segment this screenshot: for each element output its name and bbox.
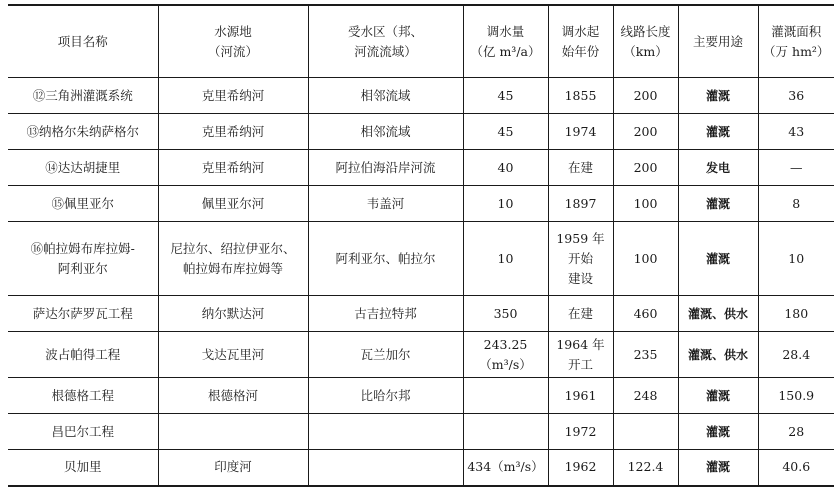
header-text: 调水量 — [486, 23, 525, 39]
cell-route-length: 100 — [613, 222, 678, 296]
cell-route-length: 200 — [613, 114, 678, 150]
cell-irrigation-area: 180 — [758, 296, 834, 332]
cell-receiving-area: 韦盖河 — [308, 186, 463, 222]
cell-irrigation-area: 150.9 — [758, 378, 834, 414]
table-row — [8, 414, 834, 450]
cell-water-source: 印度河 — [158, 450, 308, 486]
table-row — [8, 332, 834, 378]
cell-transfer-volume: 243.25 （m³/s） — [463, 332, 548, 378]
cell-receiving-area: 比哈尔邦 — [308, 378, 463, 414]
cell-water-source — [158, 414, 308, 450]
cell-transfer-volume — [463, 414, 548, 450]
cell-project-name: ⑫三角洲灌溉系统 — [8, 78, 158, 114]
cell-irrigation-area: 28 — [758, 414, 834, 450]
cell-transfer-volume: 45 — [463, 114, 548, 150]
cell-receiving-area: 相邻流域 — [308, 114, 463, 150]
cell-route-length: 460 — [613, 296, 678, 332]
header-receiving-area — [308, 5, 463, 78]
cell-main-use: 灌溉 — [678, 222, 758, 296]
cell-irrigation-area: 28.4 — [758, 332, 834, 378]
cell-water-source: 克里希纳河 — [158, 114, 308, 150]
header-text: 灌溉面积 — [771, 23, 822, 39]
cell-main-use: 灌溉、供水 — [678, 332, 758, 378]
header-text: 河流流域） — [354, 43, 417, 59]
cell-transfer-volume: 350 — [463, 296, 548, 332]
cell-irrigation-area: 43 — [758, 114, 834, 150]
header-text: 受水区（邦、 — [347, 23, 423, 39]
cell-irrigation-area: 8 — [758, 186, 834, 222]
header-text: 水源地 — [214, 23, 252, 39]
cell-transfer-volume: 45 — [463, 78, 548, 114]
header-text: 项目名称 — [57, 33, 108, 49]
cell-project-name: ⑭达达胡捷里 — [8, 150, 158, 186]
cell-main-use: 灌溉 — [678, 186, 758, 222]
table-row — [8, 222, 834, 296]
cell-start-year: 1961 — [548, 378, 613, 414]
header-irrigation-area — [758, 5, 834, 78]
header-transfer-volume — [463, 5, 548, 78]
cell-receiving-area — [308, 414, 463, 450]
cell-main-use: 灌溉 — [678, 378, 758, 414]
cell-main-use: 灌溉 — [678, 450, 758, 486]
cell-water-source: 纳尔默达河 — [158, 296, 308, 332]
cell-start-year: 1959 年 开始 建设 — [548, 222, 613, 296]
cell-project-name: 根德格工程 — [8, 378, 158, 414]
cell-start-year: 1972 — [548, 414, 613, 450]
cell-project-name: 昌巴尔工程 — [8, 414, 158, 450]
cell-start-year: 1962 — [548, 450, 613, 486]
cell-project-name: 波占帕得工程 — [8, 332, 158, 378]
cell-transfer-volume: 10 — [463, 222, 548, 296]
water-transfer-table — [8, 4, 834, 487]
cell-transfer-volume: 10 — [463, 186, 548, 222]
cell-water-source: 戈达瓦里河 — [158, 332, 308, 378]
cell-irrigation-area: 40.6 — [758, 450, 834, 486]
header-row — [8, 5, 834, 78]
cell-route-length: 100 — [613, 186, 678, 222]
cell-main-use: 发电 — [678, 150, 758, 186]
cell-start-year: 在建 — [548, 296, 613, 332]
header-main-use — [678, 5, 758, 78]
cell-irrigation-area: 36 — [758, 78, 834, 114]
header-text: （km） — [623, 43, 668, 59]
cell-start-year: 1855 — [548, 78, 613, 114]
header-text: 始年份 — [561, 43, 600, 59]
cell-main-use: 灌溉、供水 — [678, 296, 758, 332]
cell-route-length: 200 — [613, 78, 678, 114]
cell-main-use: 灌溉 — [678, 78, 758, 114]
table-header — [8, 5, 834, 78]
cell-start-year: 1974 — [548, 114, 613, 150]
header-text: （万 hm²） — [763, 43, 830, 59]
header-text: 主要用途 — [692, 33, 743, 49]
cell-project-name: 萨达尔萨罗瓦工程 — [8, 296, 158, 332]
header-start-year — [548, 5, 613, 78]
cell-main-use: 灌溉 — [678, 114, 758, 150]
table-row — [8, 114, 834, 150]
header-water-source — [158, 5, 308, 78]
table-row — [8, 450, 834, 486]
cell-receiving-area: 瓦兰加尔 — [308, 332, 463, 378]
cell-irrigation-area: — — [758, 150, 834, 186]
cell-route-length: 200 — [613, 150, 678, 186]
table-body — [8, 78, 834, 486]
header-text: （河流） — [207, 43, 258, 59]
header-text: 调水起 — [561, 23, 600, 39]
header-route-length — [613, 5, 678, 78]
cell-receiving-area — [308, 450, 463, 486]
cell-route-length — [613, 414, 678, 450]
cell-water-source: 克里希纳河 — [158, 150, 308, 186]
header-text: （亿 m³/a） — [470, 43, 541, 59]
cell-project-name: ⑬纳格尔朱纳萨格尔 — [8, 114, 158, 150]
cell-irrigation-area: 10 — [758, 222, 834, 296]
cell-receiving-area: 古吉拉特邦 — [308, 296, 463, 332]
header-project-name — [8, 5, 158, 78]
cell-water-source: 克里希纳河 — [158, 78, 308, 114]
cell-receiving-area: 阿拉伯海沿岸河流 — [308, 150, 463, 186]
header-text: 线路长度 — [620, 23, 671, 39]
cell-transfer-volume: 40 — [463, 150, 548, 186]
cell-route-length: 122.4 — [613, 450, 678, 486]
cell-project-name: ⑮佩里亚尔 — [8, 186, 158, 222]
cell-water-source: 尼拉尔、绍拉伊亚尔、 帕拉姆布库拉姆等 — [158, 222, 308, 296]
cell-project-name: 贝加里 — [8, 450, 158, 486]
cell-water-source: 根德格河 — [158, 378, 308, 414]
cell-project-name: ⑯帕拉姆布库拉姆- 阿利亚尔 — [8, 222, 158, 296]
cell-start-year: 1897 — [548, 186, 613, 222]
table-row — [8, 296, 834, 332]
cell-main-use: 灌溉 — [678, 414, 758, 450]
cell-receiving-area: 相邻流域 — [308, 78, 463, 114]
cell-route-length: 248 — [613, 378, 678, 414]
cell-route-length: 235 — [613, 332, 678, 378]
cell-water-source: 佩里亚尔河 — [158, 186, 308, 222]
table-row — [8, 378, 834, 414]
table-row — [8, 78, 834, 114]
cell-transfer-volume — [463, 378, 548, 414]
cell-start-year: 1964 年 开工 — [548, 332, 613, 378]
cell-receiving-area: 阿利亚尔、帕拉尔 — [308, 222, 463, 296]
table-row — [8, 186, 834, 222]
cell-transfer-volume: 434（m³/s） — [463, 450, 548, 486]
table-row — [8, 150, 834, 186]
cell-start-year: 在建 — [548, 150, 613, 186]
